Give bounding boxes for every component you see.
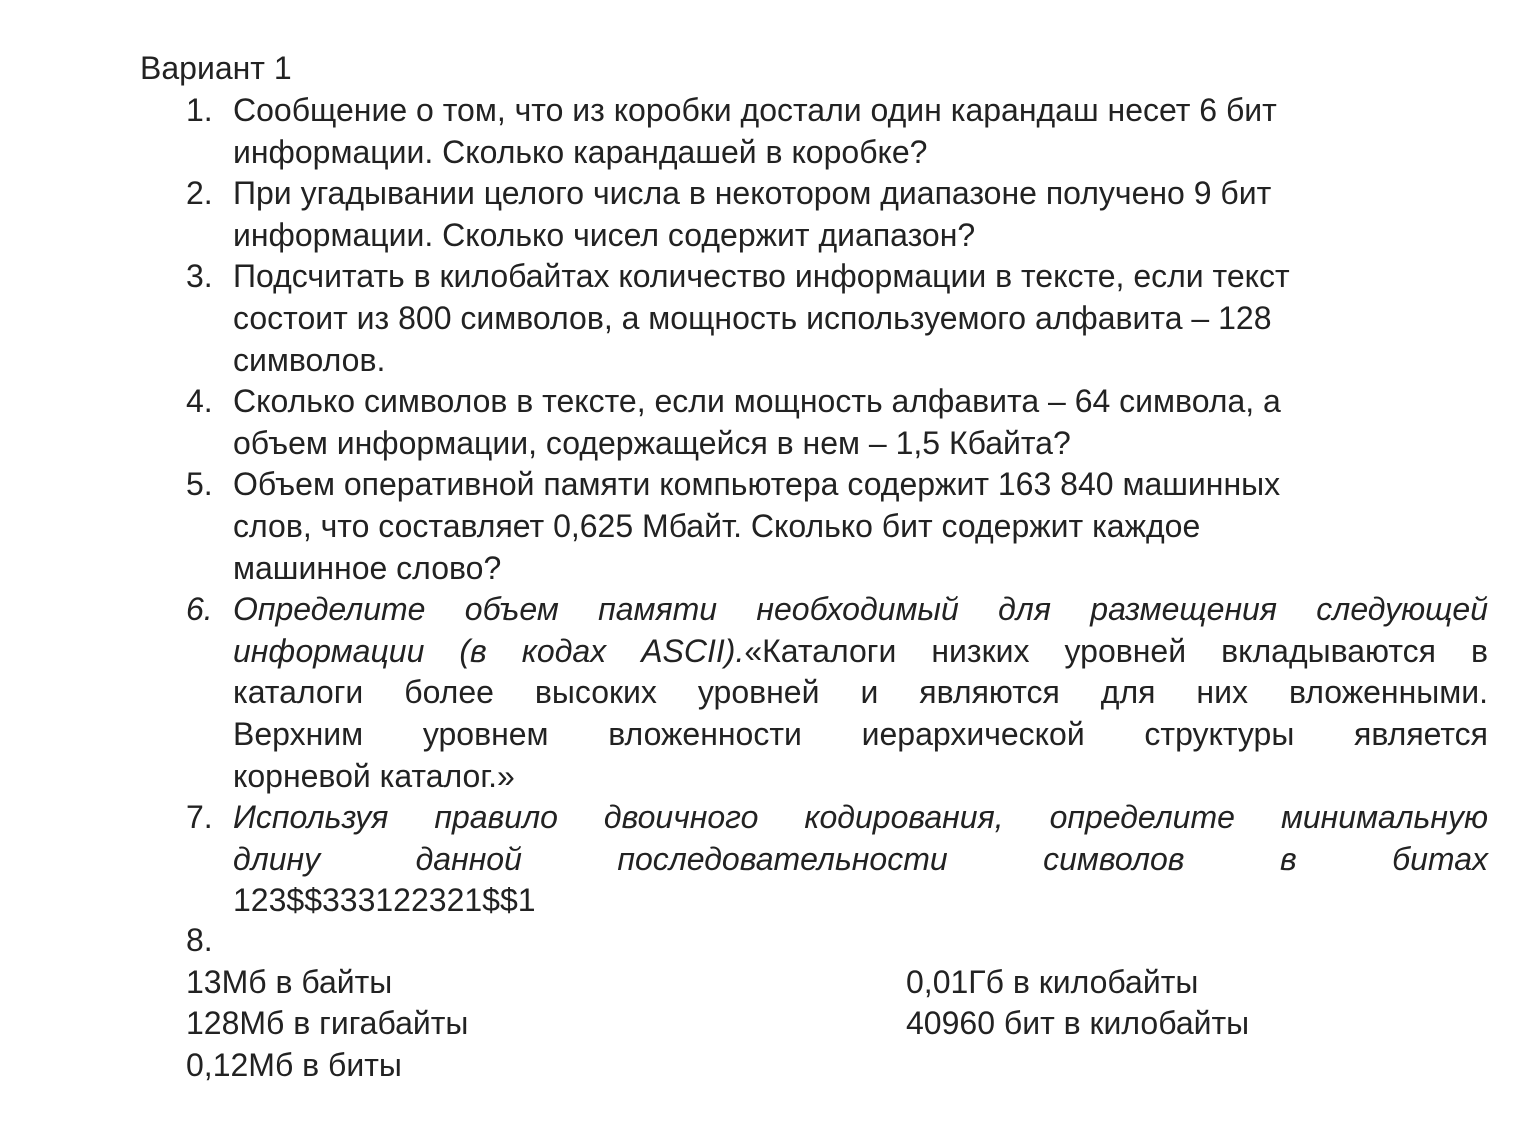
task-text-line	[233, 631, 1488, 673]
task-text-line	[233, 256, 1488, 298]
task-text-line	[233, 340, 1488, 382]
task-text: корневой каталог.»	[233, 757, 515, 794]
task-text-line	[233, 132, 1488, 174]
task-text: Определите объем памяти необходимый для размещения следующей	[233, 591, 1488, 628]
task-text-line	[233, 548, 1488, 590]
task-item	[186, 589, 1488, 797]
conversion-task: 0,01Гб в килобайты	[906, 963, 1199, 1000]
task-text: слов, что составляет 0,625 Мбайт. Сколько бит содержит каждое	[233, 507, 1201, 544]
task-text: информации (в кодах ASCII).	[233, 632, 745, 669]
task-text-line	[233, 90, 1488, 132]
task-text-line	[233, 714, 1488, 756]
task-text-line	[233, 173, 1488, 215]
task-text: Подсчитать в килобайтах количество информации в тексте, если текст	[233, 258, 1290, 295]
task-number: 5.	[186, 466, 213, 503]
task-text: «Каталоги низких уровней вкладываются в	[744, 632, 1489, 669]
task-text-line	[233, 381, 1488, 423]
task-text: Объем оперативной памяти компьютера содержит 163 840 машинных	[233, 466, 1281, 503]
task-text-line	[233, 215, 1488, 257]
task-item	[186, 464, 1488, 589]
task-number: 1.	[186, 92, 213, 128]
task-item	[186, 256, 1488, 381]
task-item	[186, 173, 1488, 256]
task-text-line	[233, 797, 1488, 839]
conversion-task: 40960 бит в килобайты	[906, 1005, 1250, 1042]
task-text: состоит из 800 символов, а мощность используемого алфавита – 128	[233, 299, 1272, 336]
task-text-line	[233, 672, 1488, 714]
task-text: 123$$333122321$$1	[233, 882, 536, 919]
task-text: Верхним уровнем вложенности иерархической структуры является	[233, 715, 1488, 752]
task-list	[186, 90, 1488, 922]
task-item	[186, 381, 1488, 464]
task-item	[186, 90, 1488, 173]
task-text-line	[233, 589, 1488, 631]
task-8-number: 8.	[186, 922, 213, 958]
task-text: объем информации, содержащейся в нем – 1,5 Кбайта?	[233, 424, 1071, 461]
task-text: Сколько символов в тексте, если мощность алфавита – 64 символа, а	[233, 383, 1281, 420]
conversion-task: 128Мб в гигабайты	[186, 1005, 469, 1042]
conversion-task: 0,12Мб в биты	[186, 1046, 402, 1083]
task-text: информации. Сколько карандашей в коробке?	[233, 133, 928, 170]
task-text: машинное слово?	[233, 549, 502, 586]
task-text-line	[233, 756, 1488, 798]
task-text: При угадывании целого числа в некотором диапазоне получено 9 бит	[233, 175, 1272, 212]
task-text-line	[233, 464, 1488, 506]
variant-title: Вариант 1	[140, 50, 292, 86]
task-number: 3.	[186, 258, 213, 295]
task-text-line	[233, 423, 1488, 465]
task-text: Используя правило двоичного кодирования, определите минимальную	[233, 799, 1488, 836]
task-text-line	[233, 298, 1488, 340]
task-text-line	[233, 839, 1488, 881]
task-text: Сообщение о том, что из коробки достали один карандаш несет 6 бит	[233, 92, 1277, 128]
task-number: 4.	[186, 383, 213, 420]
task-number: 6.	[186, 591, 213, 628]
task-number: 7.	[186, 799, 213, 836]
task-text: информации. Сколько чисел содержит диапазон?	[233, 216, 976, 253]
task-text: символов.	[233, 341, 386, 378]
task-text-line	[233, 506, 1488, 548]
task-number: 2.	[186, 175, 213, 212]
task-text: каталоги более высоких уровней и являются для них вложенными.	[233, 674, 1488, 711]
task-text: длину данной последовательности символов в битах	[233, 840, 1488, 877]
conversion-task: 13Мб в байты	[186, 963, 393, 1000]
task-item	[186, 797, 1488, 922]
task-8	[186, 920, 1386, 1086]
task-text-line	[233, 880, 1488, 922]
